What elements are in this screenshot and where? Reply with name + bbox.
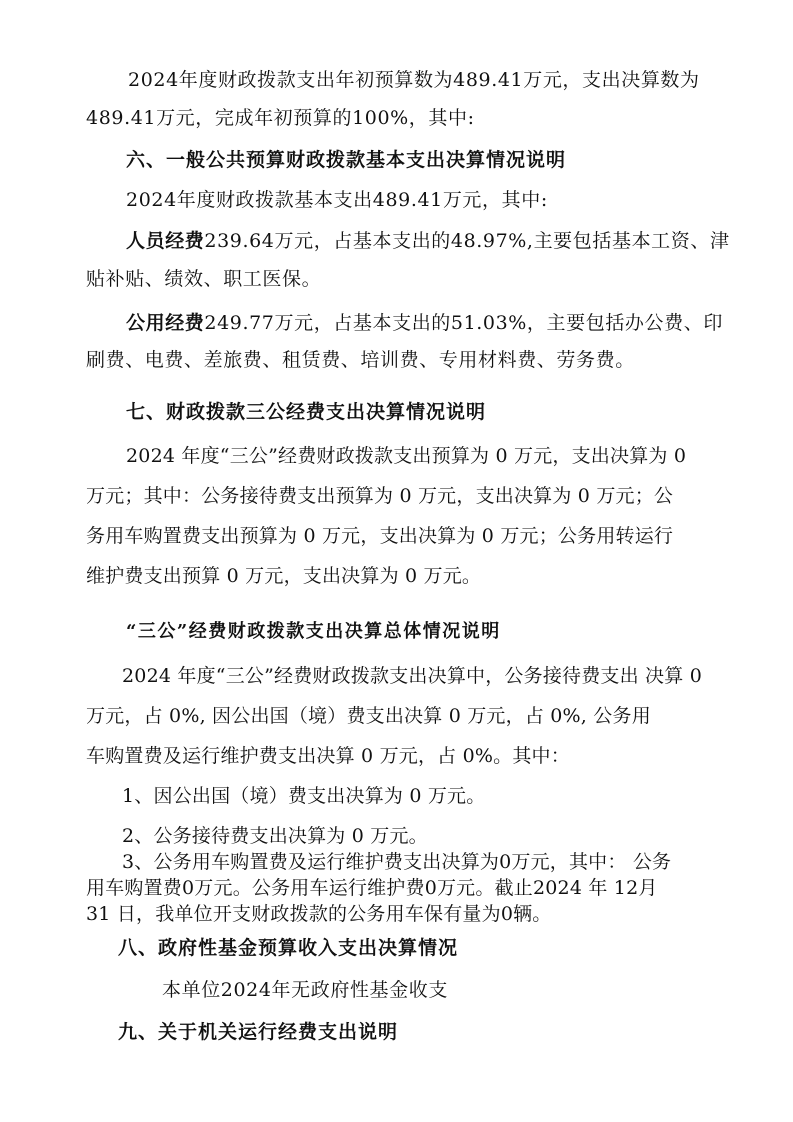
- section-8-body: 本单位2024年无政府性基金收支: [162, 979, 448, 1001]
- section-7-line-4: 维护费支出预算 0 万元，支出决算为 0 万元。: [86, 565, 482, 587]
- overview-item-1: 1、因公出国（境）费支出决算为 0 万元。: [122, 785, 486, 807]
- public-expense-text: 249.77万元，占基本支出的51.03%，主要包括办公费、印: [204, 312, 723, 334]
- personnel-expense-line-1: [126, 229, 730, 253]
- section-7-line-1: 2024 年度“三公”经费财政拨款支出预算为 0 万元，支出决算为 0: [126, 445, 687, 467]
- overview-heading: “三公”经费财政拨款支出决算总体情况说明: [126, 621, 501, 642]
- section-7-heading: 七、财政拨款三公经费支出决算情况说明: [126, 401, 487, 423]
- overview-item-3-line-2: 用车购置费0万元。公务用车运行维护费0万元。截止2024 年 12月: [86, 877, 658, 899]
- section-7-line-2: 万元；其中：公务接待费支出预算为 0 万元，支出决算为 0 万元；公: [86, 485, 674, 507]
- public-expense-line-1: [126, 311, 723, 335]
- budget-text-line-1: 2024年度财政拨款支出年初预算数为489.41万元，支出决算数为: [128, 69, 700, 91]
- section-8-heading: 八、政府性基金预算收入支出决算情况: [118, 937, 459, 959]
- personnel-expense-text: 239.64万元，占基本支出的48.97%,主要包括基本工资、津: [204, 230, 730, 252]
- overview-item-2: 2、公务接待费支出决算为 0 万元。: [122, 825, 428, 847]
- overview-line-1: 2024 年度“三公”经费财政拨款支出决算中，公务接待费支出 决算 0: [122, 665, 702, 687]
- public-expense-line-2: 刷费、电费、差旅费、租赁费、培训费、专用材料费、劳务费。: [86, 349, 635, 371]
- overview-item-3-line-1: 3、公务用车购置费及运行维护费支出决算为0万元，其中： 公务: [122, 851, 672, 873]
- personnel-expense-label: 人员经费: [126, 230, 205, 252]
- section-6-intro: 2024年度财政拨款基本支出489.41万元，其中:: [126, 189, 548, 211]
- overview-item-3-line-3: 31 日，我单位开支财政拨款的公务用车保有量为0辆。: [86, 903, 552, 925]
- public-expense-label: 公用经费: [126, 312, 205, 334]
- overview-line-3: 车购置费及运行维护费支出决算 0 万元，占 0%。其中：: [86, 745, 570, 767]
- section-7-line-3: 务用车购置费支出预算为 0 万元，支出决算为 0 万元；公务用转运行: [86, 525, 674, 547]
- personnel-expense-line-2: 贴补贴、绩效、职工医保。: [86, 268, 322, 290]
- budget-text-line-2: 489.41万元，完成年初预算的100%，其中:: [86, 107, 475, 129]
- section-6-heading: 六、一般公共预算财政拨款基本支出决算情况说明: [126, 149, 567, 171]
- section-9-heading: 九、关于机关运行经费支出说明: [118, 1021, 399, 1043]
- overview-line-2: 万元，占 0%, 因公出国（境）费支出决算 0 万元，占 0%, 公务用: [86, 705, 651, 727]
